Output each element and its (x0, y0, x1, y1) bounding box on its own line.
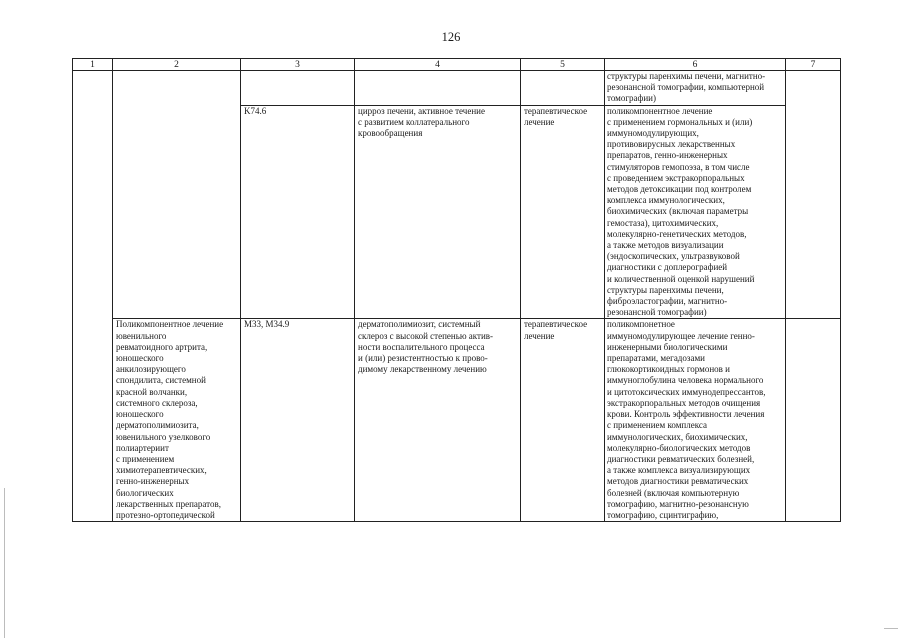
cell-treatment-method: поликомпонетное иммуномодулирующее лечение генно- инженерными биологическими препаратами, мегадозами глюкокортикоидных гормонов и иммуноглобулина человека нормального и цитотоксических иммунодепрессантов, экстракорпоральных методов очищения крови. Контроль эффективности лечения с применением комплекса иммунологических, биохимических, молекулярно-биологических методов диагностики ревматических болезней, а также комплекса визуализирующих методов диагностики ревматических болезней (включая компьютерную томографию, магнитно-резонансную томографию, сцинтиграфию, (605, 319, 786, 522)
table-row (73, 105, 841, 319)
document-table (72, 58, 841, 522)
column-header-7: 7 (786, 59, 841, 71)
column-header-6: 6 (605, 59, 786, 71)
column-header-1: 1 (73, 59, 113, 71)
column-header-2: 2 (113, 59, 241, 71)
cell-section-number (73, 319, 113, 522)
cell-standard-cost (786, 105, 841, 319)
cell-patient-model (355, 71, 521, 106)
cell-standard-cost (786, 71, 841, 106)
cell-section-number (73, 105, 113, 319)
cell-icd-code: M33, M34.9 (241, 319, 355, 522)
cell-patient-model: дерматополимиозит, системный склероз с высокой степенью актив- ности воспалительного процесса и (или) резистентностью к прово- димому лекарственному лечению (355, 319, 521, 522)
scan-margin-line (4, 488, 5, 638)
table-row (73, 319, 841, 522)
cell-treatment-method: поликомпонентное лечение с применением гормональных и (или) иммуномодулирующих, противовирусных лекарственных препаратов, генно-инженерных стимуляторов гемопоэза, в том числе с проведением экстракорпоральных методов детоксикации под контролем комплекса иммунологических, биохимических (включая параметры гемостаза), цитохимических, молекулярно-генетических методов, а также методов визуализации (эндоскопических, ультразвуковой диагностики с доплерографией и количественной оценкой нарушений структуры паренхимы печени, фиброэластографии, магнитно- резонансной томографии) (605, 105, 786, 319)
cell-treatment-method: структуры паренхимы печени, магнитно- резонансной томографии, компьютерной томографии) (605, 71, 786, 106)
cell-treatment-type: терапевтическое лечение (521, 319, 605, 522)
page-number: 126 (441, 30, 461, 44)
column-header-4: 4 (355, 59, 521, 71)
column-number-row (73, 59, 841, 71)
cell-treatment-name (113, 105, 241, 319)
cell-section-number (73, 71, 113, 106)
cell-treatment-type: терапевтическое лечение (521, 105, 605, 319)
scan-edge-mark (884, 628, 898, 629)
cell-standard-cost (786, 319, 841, 522)
cell-icd-code: K74.6 (241, 105, 355, 319)
table-row (73, 71, 841, 106)
cell-patient-model: цирроз печени, активное течение с развитием коллатерального кровообращения (355, 105, 521, 319)
cell-treatment-name (113, 71, 241, 106)
table-header (73, 59, 841, 71)
cell-icd-code (241, 71, 355, 106)
cell-treatment-type (521, 71, 605, 106)
column-header-3: 3 (241, 59, 355, 71)
cell-treatment-name: Поликомпонентное лечение ювенильного ревматоидного артрита, юношеского анкилозирующего спондилита, системной красной волчанки, системного склероза, юношеского дерматополимиозита, ювенильного узелкового полиартериит с применением химиотерапевтических, генно-инженерных биологических лекарственных препаратов, протезно-ортопедической (113, 319, 241, 522)
column-header-5: 5 (521, 59, 605, 71)
